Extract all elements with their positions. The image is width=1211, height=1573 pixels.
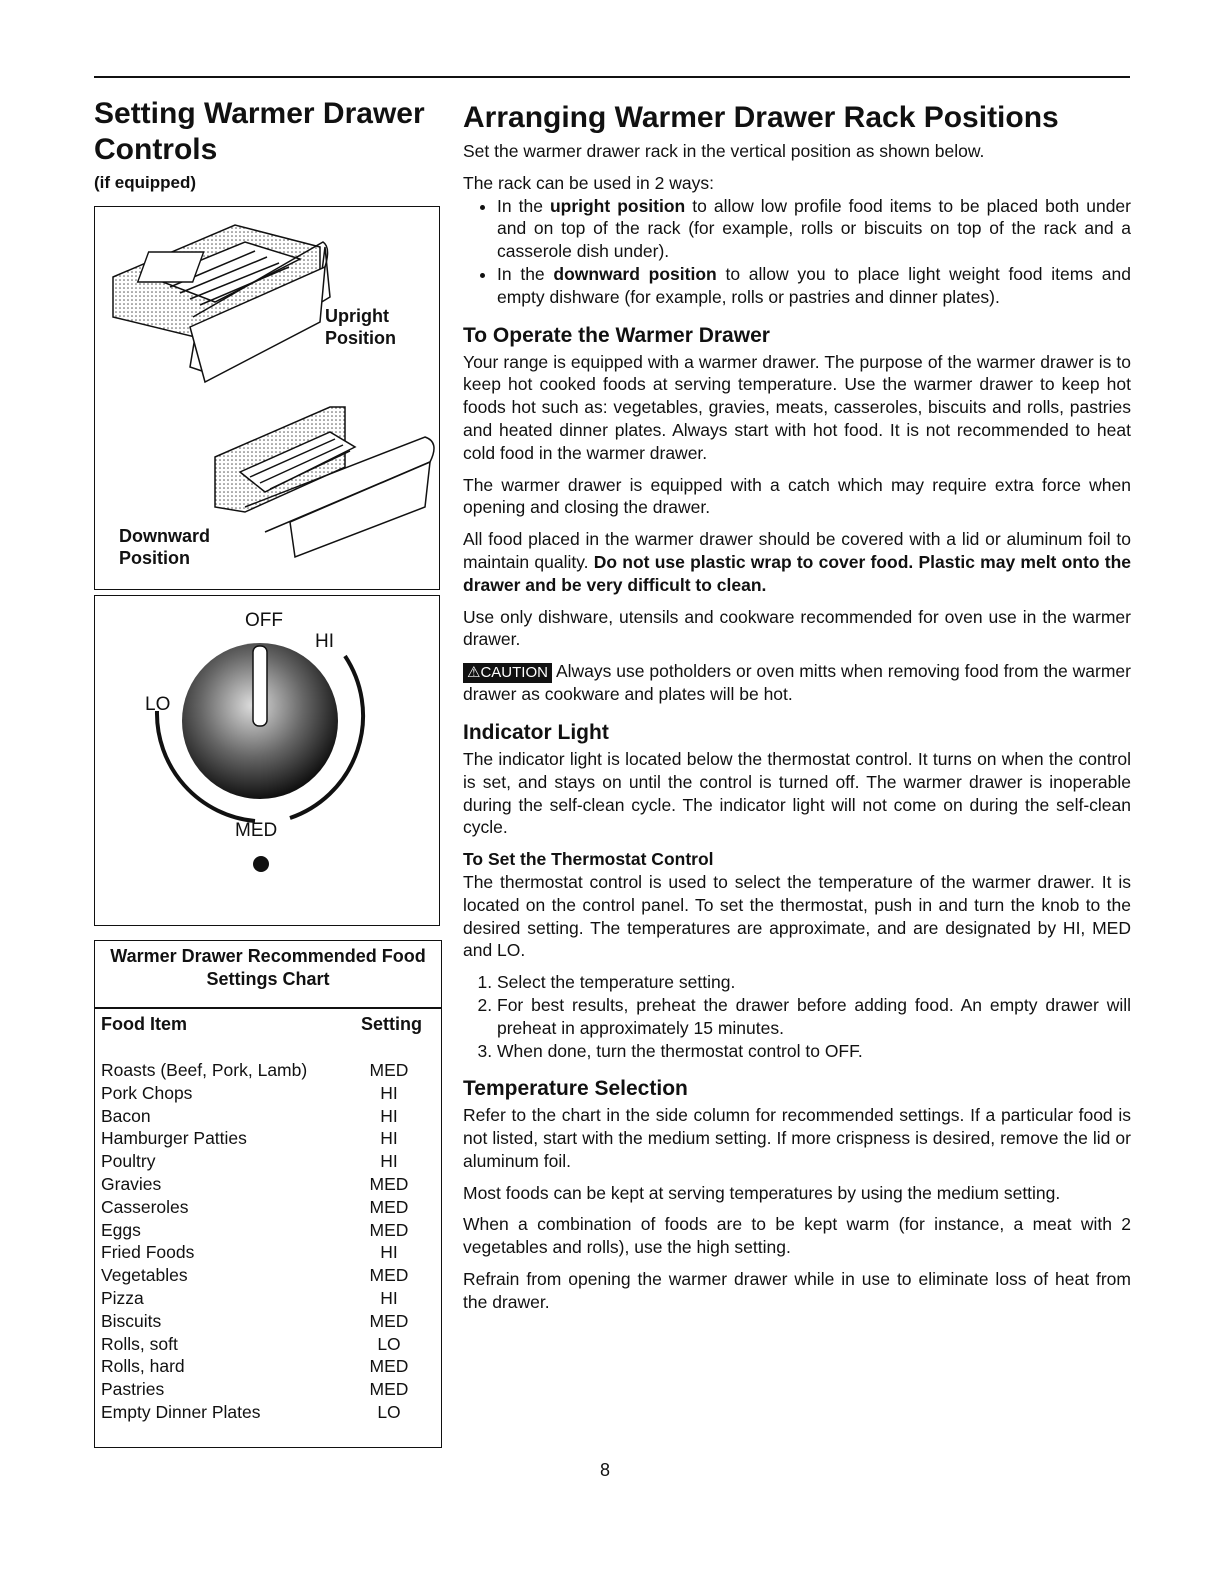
list-item: 1. Select the temperature setting.: [497, 971, 1131, 994]
caution-badge: ⚠CAUTION: [463, 663, 552, 683]
chart-divider: [95, 1007, 441, 1009]
list-item: [497, 263, 1131, 309]
upright-drawer-drawing: [113, 225, 330, 382]
table-row: [101, 1287, 429, 1310]
chart-header-setting: Setting: [361, 1014, 422, 1034]
table-row: [101, 1082, 429, 1105]
food-item-cell: Bacon: [101, 1105, 151, 1126]
bullet-text: In the: [497, 195, 550, 216]
downward-drawer-drawing: [215, 407, 434, 557]
rack-intro: Set the warmer drawer rack in the vertical position as shown below.: [463, 141, 985, 161]
table-row: [101, 1196, 429, 1219]
temperature-paragraph: When a combination of foods are to be kept warm (for instance, a meat with 2 vegetables and rolls), use the high setting.: [463, 1214, 1131, 1258]
thermostat-paragraph: The thermostat control is used to select the temperature of the warmer drawer. It is located on the control panel. To set the thermostat, push in and turn the knob to the desired setting. The temperatures are approximate, and are designated by HI, MED and LO.: [463, 871, 1131, 961]
setting-cell: MED: [369, 1265, 409, 1286]
table-row: [101, 1150, 429, 1173]
setting-cell: LO: [377, 1401, 401, 1422]
left-section-title: Setting Warmer Drawer Controls: [94, 97, 425, 166]
caution-paragraph: [463, 660, 1131, 706]
rack-ways: The rack can be used in 2 ways:: [463, 172, 714, 193]
bullet-text: to allow low profile food items to be placed both under and on top of the rack (for example, rolls or biscuits on top of the rack and a casserole dish under).: [497, 195, 1131, 262]
food-item-cell: Casseroles: [101, 1196, 189, 1217]
table-row: [101, 1264, 429, 1287]
food-item-cell: Fried Foods: [101, 1242, 195, 1263]
knob-off-label: OFF: [245, 610, 283, 631]
setting-cell: MED: [369, 1173, 409, 1194]
chart-header-food-item: Food Item: [101, 1014, 187, 1034]
knob-med-label: MED: [235, 820, 278, 841]
table-row: [101, 1355, 429, 1378]
list-item: 2. For best results, preheat the drawer before adding food. An empty drawer will preheat in approximately 15 minutes.: [497, 994, 1131, 1040]
paragraph-text: All food placed in the warmer drawer should be covered with a lid or aluminum foil to maintain quality.: [463, 529, 1131, 572]
setting-cell: MED: [369, 1379, 409, 1400]
bullet-text: In the: [497, 263, 554, 284]
page-number: 8: [600, 1460, 611, 1480]
table-row: [101, 1241, 429, 1264]
food-item-cell: Rolls, soft: [101, 1333, 178, 1354]
chart-title: Warmer Drawer Recommended Food Settings Chart: [110, 946, 426, 989]
operate-paragraph: Use only dishware, utensils and cookware recommended for oven use in the warmer drawer.: [463, 606, 1131, 650]
table-row: [101, 1219, 429, 1242]
knob-grip: [253, 646, 267, 726]
bullet-bold: downward position: [553, 263, 717, 284]
temperature-paragraph: Most foods can be kept at serving temperatures by using the medium setting.: [463, 1182, 1061, 1203]
knob-hi-label: HI: [315, 631, 334, 652]
upright-position-label: Upright Position: [325, 306, 396, 348]
bullet-bold: upright position: [549, 195, 686, 216]
setting-cell: HI: [380, 1287, 398, 1308]
list-item: 3. When done, turn the thermostat control to OFF.: [497, 1040, 1131, 1063]
food-item-cell: Biscuits: [101, 1310, 162, 1331]
setting-cell: LO: [377, 1333, 401, 1354]
indicator-paragraph: The indicator light is located below the thermostat control. It turns on when the control is set, and stays on until the control is turned off. The warmer drawer is inoperable during the self-clean cycle. The indicator light will not come on during the self-clean cycle.: [463, 748, 1131, 838]
knob-lo-label: LO: [145, 694, 171, 715]
setting-cell: HI: [380, 1151, 398, 1172]
right-column: [463, 100, 1131, 1323]
table-row: [101, 1333, 429, 1356]
food-item-cell: Rolls, hard: [101, 1356, 185, 1377]
food-item-cell: Pastries: [101, 1379, 165, 1400]
food-item-cell: Eggs: [101, 1219, 141, 1240]
food-item-cell: Hamburger Patties: [101, 1128, 247, 1149]
top-rule: [94, 76, 1130, 78]
setting-cell: HI: [380, 1082, 398, 1103]
operate-heading: To Operate the Warmer Drawer: [463, 323, 770, 347]
list-item: [497, 195, 1131, 263]
downward-position-label: Downward Position: [119, 526, 211, 568]
table-row: [101, 1105, 429, 1128]
indicator-light: [253, 856, 269, 872]
food-item-cell: Poultry: [101, 1151, 156, 1172]
operate-paragraph: The warmer drawer is equipped with a catch which may require extra force when opening and closing the drawer.: [463, 474, 1131, 518]
setting-cell: MED: [369, 1219, 409, 1240]
setting-cell: MED: [369, 1060, 409, 1080]
caution-text: Always use potholders or oven mitts when removing food from the warmer drawer as cookware and plates will be hot.: [463, 661, 1131, 705]
food-item-cell: Gravies: [101, 1173, 162, 1194]
table-row: [101, 1310, 429, 1333]
setting-cell: HI: [380, 1128, 398, 1149]
food-item-cell: Pork Chops: [101, 1082, 193, 1103]
temperature-paragraph: Refrain from opening the warmer drawer while in use to eliminate loss of heat from the drawer.: [463, 1269, 1131, 1312]
table-row: [101, 1378, 429, 1401]
knob-illustration: [95, 596, 438, 924]
thermostat-heading: To Set the Thermostat Control: [463, 849, 714, 870]
setting-cell: MED: [369, 1196, 409, 1217]
food-item-cell: Pizza: [101, 1287, 144, 1308]
chart-rows: [101, 1059, 429, 1424]
setting-cell: MED: [369, 1310, 409, 1331]
table-row: [101, 1173, 429, 1196]
indicator-heading: Indicator Light: [463, 720, 609, 744]
left-section-subtitle: (if equipped): [94, 173, 196, 192]
rack-position-figure: [94, 206, 440, 590]
setting-cell: HI: [380, 1242, 398, 1263]
table-row: [101, 1401, 429, 1424]
food-item-cell: Vegetables: [101, 1265, 188, 1286]
temperature-paragraph: Refer to the chart in the side column for recommended settings. If a particular food is not listed, start with the medium setting. If more crispness is desired, remove the lid or aluminum foil.: [463, 1105, 1131, 1171]
table-row: [101, 1059, 429, 1082]
table-row: [101, 1127, 429, 1150]
thermostat-knob-figure: [94, 595, 440, 926]
setting-cell: HI: [380, 1105, 398, 1126]
operate-paragraph: [463, 528, 1131, 596]
food-settings-chart: [94, 940, 442, 1448]
food-item-cell: Empty Dinner Plates: [101, 1401, 261, 1422]
operate-paragraph: Your range is equipped with a warmer drawer. The purpose of the warmer drawer is to keep hot cooked foods at serving temperature. Use the warmer drawer to keep hot foods hot such as: vegetables, gravies, meats, casseroles, biscuits and rolls, pastries and heated dinner plates. Always start with hot food. It is not recommended to heat cold food in the warmer drawer.: [463, 351, 1131, 463]
warning-text: Do not use plastic wrap to cover food. Plastic may melt onto the drawer and be very difficult to clean.: [463, 551, 1131, 595]
thermostat-steps: [463, 971, 1131, 1062]
bullet-text: to allow you to place light weight food items and empty dishware (for example, rolls or pastries and dinner plates).: [497, 263, 1131, 307]
food-item-cell: Roasts (Beef, Pork, Lamb): [101, 1060, 308, 1080]
rack-ways-list: [463, 195, 1131, 309]
temperature-heading: Temperature Selection: [463, 1077, 688, 1101]
rack-positions-title: Arranging Warmer Drawer Rack Positions: [463, 101, 1059, 134]
setting-cell: MED: [369, 1356, 409, 1377]
